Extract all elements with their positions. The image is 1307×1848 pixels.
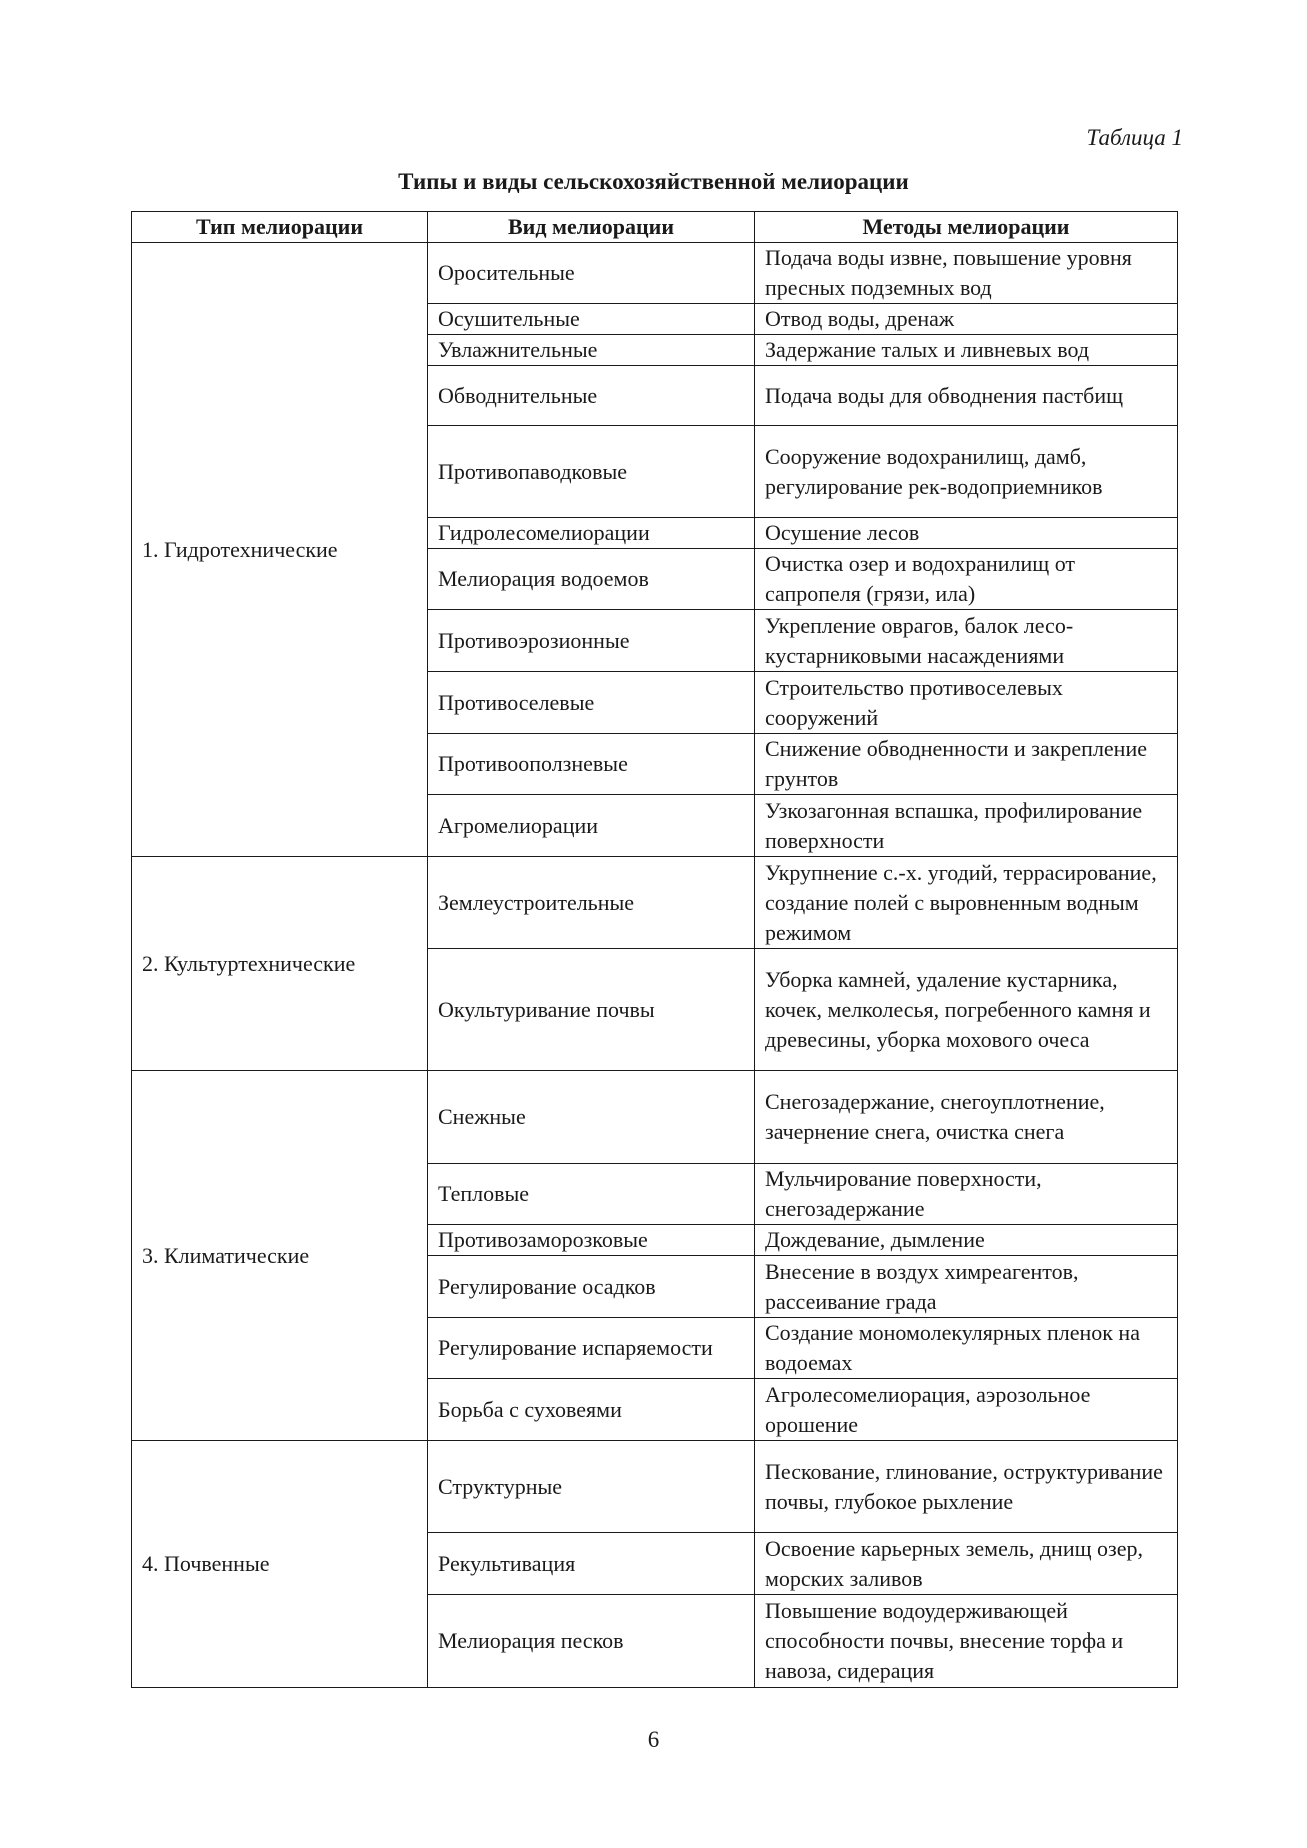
table-row — [132, 243, 1178, 304]
melioration-method: Уборка камней, удаление кустарника, кочек, мелколесья, погребенного камня и древесины, уборка мохового очеса — [755, 949, 1178, 1071]
melioration-method: Укрупнение с.-х. угодий, террасирование, создание полей с выровненным водным режимом — [755, 857, 1178, 949]
header-kind: Вид мелиорации — [428, 212, 755, 243]
table-label: Таблица 1 — [1086, 125, 1183, 150]
table-title: Типы и виды сельскохозяйственной мелиорации — [398, 169, 909, 194]
melioration-method: Дождевание, дымление — [755, 1225, 1178, 1256]
melioration-method: Строительство противоселевых сооружений — [755, 672, 1178, 734]
melioration-method: Укрепление оврагов, балок лесо-кустарниковыми насаждениями — [755, 610, 1178, 672]
melioration-method: Узкозагонная вспашка, профилирование поверхности — [755, 795, 1178, 857]
melioration-method: Внесение в воздух химреагентов, рассеивание града — [755, 1256, 1178, 1318]
melioration-method: Подача воды для обводнения пастбищ — [755, 366, 1178, 426]
melioration-method: Создание мономолекулярных пленок на водоемах — [755, 1318, 1178, 1379]
header-type: Тип мелиорации — [132, 212, 428, 243]
melioration-method: Очистка озер и водохранилищ от сапропеля (грязи, ила) — [755, 549, 1178, 610]
melioration-kind: Противозаморозковые — [428, 1225, 755, 1256]
melioration-method: Агролесомелиорация, аэрозольное орошение — [755, 1379, 1178, 1441]
melioration-kind: Мелиорация песков — [428, 1595, 755, 1688]
melioration-kind: Обводнительные — [428, 366, 755, 426]
melioration-kind: Землеустроительные — [428, 857, 755, 949]
melioration-kind: Агромелиорации — [428, 795, 755, 857]
melioration-kind: Оросительные — [428, 243, 755, 304]
melioration-kind: Структурные — [428, 1441, 755, 1533]
melioration-kind: Борьба с суховеями — [428, 1379, 755, 1441]
header-methods: Методы мелиорации — [755, 212, 1178, 243]
melioration-method: Мульчирование поверхности, снегозадержание — [755, 1164, 1178, 1225]
melioration-method: Осушение лесов — [755, 518, 1178, 549]
melioration-kind: Осушительные — [428, 304, 755, 335]
melioration-method: Повышение водоудерживающей способности почвы, внесение торфа и навоза, сидерация — [755, 1595, 1178, 1688]
melioration-method: Отвод воды, дренаж — [755, 304, 1178, 335]
melioration-type: 4. Почвенные — [132, 1441, 428, 1688]
melioration-method: Подача воды извне, повышение уровня пресных подземных вод — [755, 243, 1178, 304]
table-row — [132, 857, 1178, 949]
melioration-kind: Противооползневые — [428, 734, 755, 795]
header-row — [132, 212, 1178, 243]
melioration-type: 2. Культуртехнические — [132, 857, 428, 1071]
melioration-kind: Противоселевые — [428, 672, 755, 734]
melioration-kind: Противопаводковые — [428, 426, 755, 518]
melioration-kind: Регулирование осадков — [428, 1256, 755, 1318]
melioration-kind: Окультуривание почвы — [428, 949, 755, 1071]
melioration-kind: Мелиорация водоемов — [428, 549, 755, 610]
table-row — [132, 1071, 1178, 1164]
melioration-method: Освоение карьерных земель, днищ озер, морских заливов — [755, 1533, 1178, 1595]
melioration-method: Сооружение водохранилищ, дамб, регулирование рек-водоприемников — [755, 426, 1178, 518]
melioration-type: 1. Гидротехнические — [132, 243, 428, 857]
melioration-method: Снижение обводненности и закрепление грунтов — [755, 734, 1178, 795]
melioration-kind: Увлажнительные — [428, 335, 755, 366]
melioration-kind: Тепловые — [428, 1164, 755, 1225]
melioration-method: Задержание талых и ливневых вод — [755, 335, 1178, 366]
page-number: 6 — [647, 1727, 660, 1752]
melioration-method: Пескование, глинование, оструктуривание почвы, глубокое рыхление — [755, 1441, 1178, 1533]
melioration-kind: Снежные — [428, 1071, 755, 1164]
melioration-table — [131, 211, 1178, 1688]
melioration-kind: Противоэрозионные — [428, 610, 755, 672]
melioration-kind: Гидролесомелиорации — [428, 518, 755, 549]
melioration-kind: Регулирование испаряемости — [428, 1318, 755, 1379]
table-row — [132, 1441, 1178, 1533]
melioration-kind: Рекультивация — [428, 1533, 755, 1595]
melioration-method: Снегозадержание, снегоуплотнение, зачернение снега, очистка снега — [755, 1071, 1178, 1164]
melioration-type: 3. Климатические — [132, 1071, 428, 1441]
